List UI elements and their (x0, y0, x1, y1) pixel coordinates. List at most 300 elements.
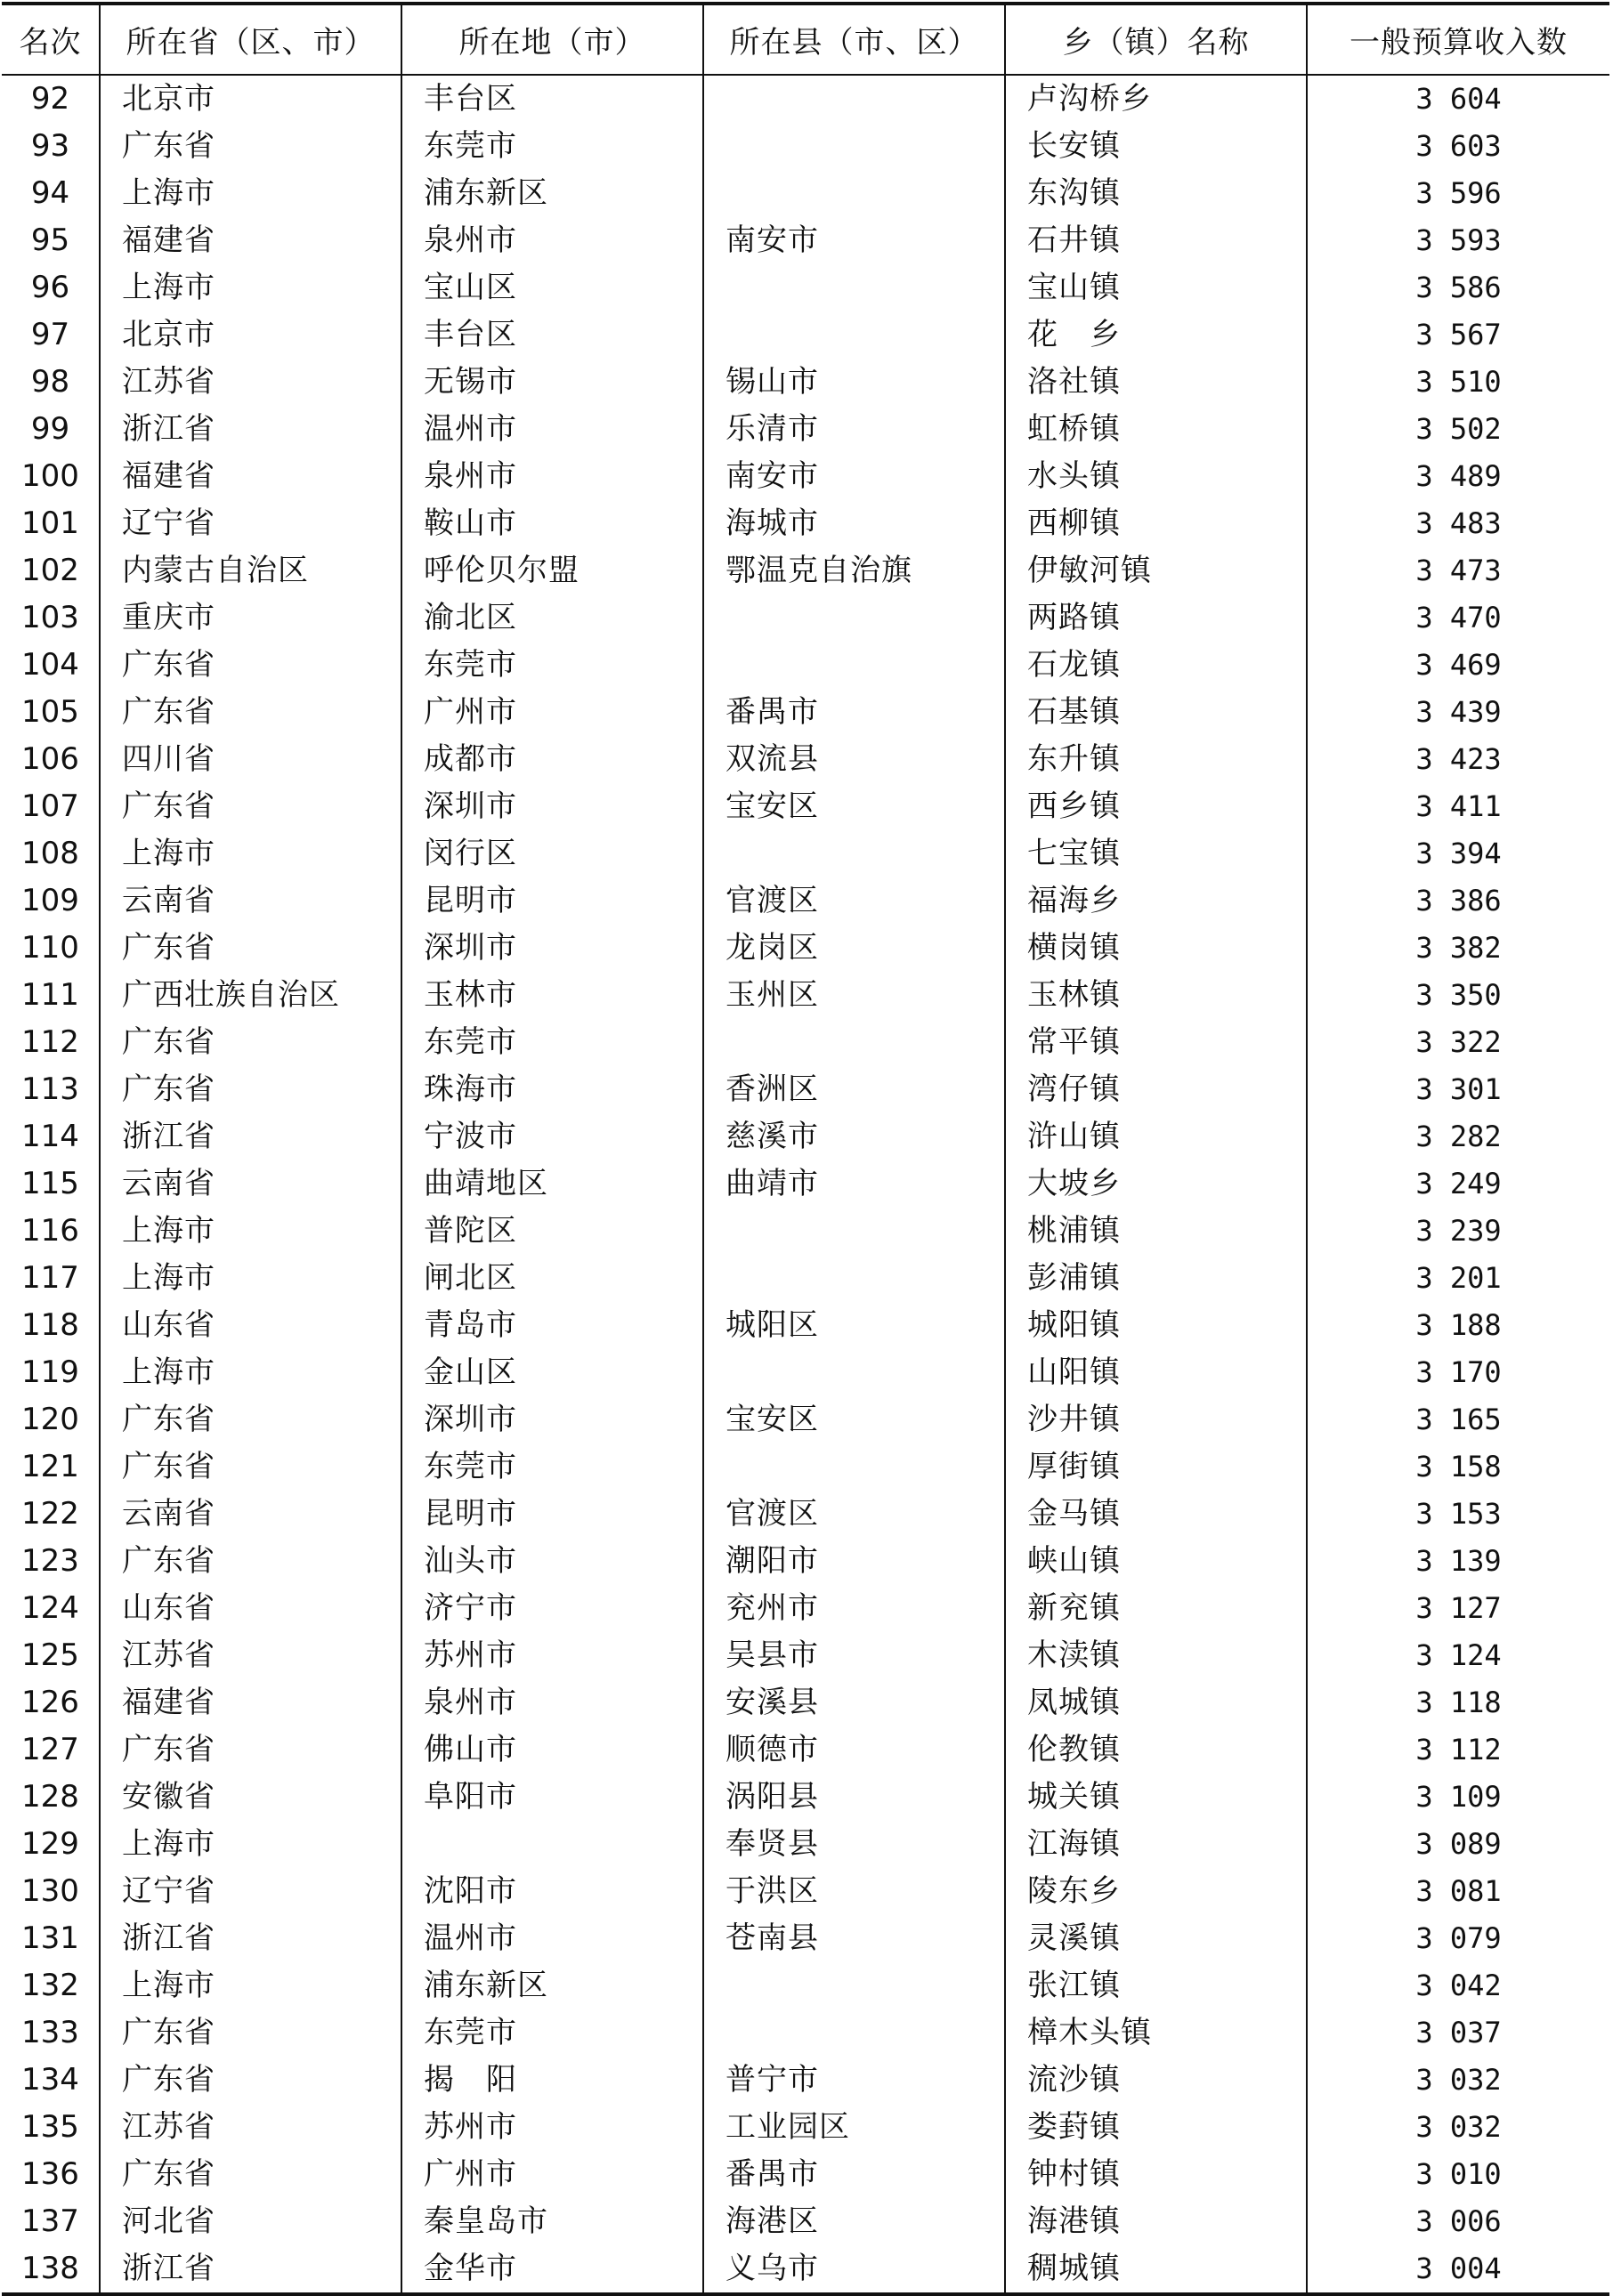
revenue-cell: 3 165 (1307, 1396, 1609, 1443)
rank-cell: 126 (21, 1685, 79, 1720)
township-cell: 峡山镇 (1005, 1538, 1307, 1585)
prefecture-cell: 温州市 (401, 406, 703, 453)
rank-cell: 93 (30, 128, 70, 164)
county-cell: 宝安区 (703, 783, 1005, 830)
revenue-cell: 3 010 (1307, 2151, 1609, 2198)
township-cell: 两路镇 (1005, 594, 1307, 642)
revenue-cell: 3 239 (1307, 1208, 1609, 1255)
prefecture-cell: 东莞市 (401, 1019, 703, 1066)
province-cell: 山东省 (100, 1302, 401, 1349)
rank-cell: 129 (21, 1826, 79, 1862)
township-cell: 陵东乡 (1005, 1868, 1307, 1915)
rank-cell: 96 (30, 270, 70, 305)
revenue-cell: 3 469 (1307, 642, 1609, 689)
province-cell: 上海市 (100, 1821, 401, 1868)
township-cell: 彭浦镇 (1005, 1255, 1307, 1302)
rank-cell: 121 (21, 1449, 79, 1484)
prefecture-cell: 广州市 (401, 2151, 703, 2198)
township-cell: 卢沟桥乡 (1005, 75, 1307, 123)
township-cell: 水头镇 (1005, 453, 1307, 500)
county-cell: 顺德市 (703, 1726, 1005, 1774)
county-cell: 双流县 (703, 736, 1005, 783)
county-cell: 潮阳市 (703, 1538, 1005, 1585)
prefecture-cell: 济宁市 (401, 1585, 703, 1632)
table-row (2, 1632, 1609, 1679)
county-cell: 海城市 (703, 500, 1005, 547)
township-cell: 钟村镇 (1005, 2151, 1307, 2198)
revenue-cell: 3 489 (1307, 453, 1609, 500)
table-row (2, 264, 1609, 311)
prefecture-cell: 秦皇岛市 (401, 2198, 703, 2245)
revenue-cell: 3 006 (1307, 2198, 1609, 2245)
revenue-cell: 3 124 (1307, 1632, 1609, 1679)
prefecture-cell: 浦东新区 (401, 170, 703, 217)
revenue-cell: 3 596 (1307, 170, 1609, 217)
rank-cell: 102 (21, 553, 79, 588)
rank-cell: 134 (21, 2062, 79, 2098)
table-row (2, 2104, 1609, 2151)
rank-cell: 107 (21, 788, 79, 824)
county-cell: 乐清市 (703, 406, 1005, 453)
table-row (2, 1396, 1609, 1443)
county-cell: 工业园区 (703, 2104, 1005, 2151)
province-cell: 广东省 (100, 1066, 401, 1113)
revenue-cell: 3 032 (1307, 2104, 1609, 2151)
township-cell: 樟木头镇 (1005, 2009, 1307, 2057)
county-cell: 兖州市 (703, 1585, 1005, 1632)
county-cell (703, 830, 1005, 877)
revenue-cell: 3 153 (1307, 1491, 1609, 1538)
prefecture-cell: 汕头市 (401, 1538, 703, 1585)
prefecture-cell: 金山区 (401, 1349, 703, 1396)
revenue-cell: 3 439 (1307, 689, 1609, 736)
township-cell: 金马镇 (1005, 1491, 1307, 1538)
table-row (2, 547, 1609, 594)
revenue-cell: 3 350 (1307, 972, 1609, 1019)
rank-cell: 122 (21, 1496, 79, 1532)
table-row (2, 170, 1609, 217)
province-cell: 广东省 (100, 642, 401, 689)
table-row (2, 1868, 1609, 1915)
header-county: 所在县（市、区） (703, 4, 1005, 75)
prefecture-cell: 昆明市 (401, 1491, 703, 1538)
township-cell: 湾仔镇 (1005, 1066, 1307, 1113)
county-cell: 于洪区 (703, 1868, 1005, 1915)
province-cell: 云南省 (100, 1160, 401, 1208)
table-row (2, 1113, 1609, 1160)
township-cell: 常平镇 (1005, 1019, 1307, 1066)
table-row (2, 1302, 1609, 1349)
prefecture-cell: 珠海市 (401, 1066, 703, 1113)
revenue-cell: 3 473 (1307, 547, 1609, 594)
revenue-cell: 3 282 (1307, 1113, 1609, 1160)
prefecture-cell: 苏州市 (401, 1632, 703, 1679)
table-row (2, 783, 1609, 830)
prefecture-cell: 泉州市 (401, 453, 703, 500)
revenue-cell: 3 112 (1307, 1726, 1609, 1774)
rank-cell: 108 (21, 836, 79, 871)
township-cell: 山阳镇 (1005, 1349, 1307, 1396)
county-cell: 安溪县 (703, 1679, 1005, 1726)
township-cell: 伊敏河镇 (1005, 547, 1307, 594)
province-cell: 浙江省 (100, 1915, 401, 1962)
province-cell: 浙江省 (100, 406, 401, 453)
rank-cell: 115 (21, 1166, 79, 1201)
revenue-cell: 3 586 (1307, 264, 1609, 311)
revenue-cell: 3 483 (1307, 500, 1609, 547)
province-cell: 辽宁省 (100, 1868, 401, 1915)
prefecture-cell: 温州市 (401, 1915, 703, 1962)
township-cell: 凤城镇 (1005, 1679, 1307, 1726)
revenue-cell: 3 139 (1307, 1538, 1609, 1585)
table-row (2, 1915, 1609, 1962)
county-cell: 海港区 (703, 2198, 1005, 2245)
county-cell (703, 1349, 1005, 1396)
prefecture-cell: 渝北区 (401, 594, 703, 642)
prefecture-cell: 东莞市 (401, 642, 703, 689)
prefecture-cell (401, 1821, 703, 1868)
county-cell: 义乌市 (703, 2245, 1005, 2294)
county-cell (703, 1962, 1005, 2009)
province-cell: 上海市 (100, 1349, 401, 1396)
table-row (2, 2245, 1609, 2294)
province-cell: 广东省 (100, 2009, 401, 2057)
rank-cell: 138 (2, 2245, 100, 2294)
rank-cell: 116 (21, 1213, 79, 1249)
header-revenue: 一般预算收入数 (1307, 4, 1609, 75)
township-cell: 城阳镇 (1005, 1302, 1307, 1349)
revenue-cell: 3 118 (1307, 1679, 1609, 1726)
rank-cell: 132 (21, 1968, 79, 2003)
province-cell: 广东省 (100, 689, 401, 736)
township-cell: 东升镇 (1005, 736, 1307, 783)
county-cell (703, 594, 1005, 642)
table-row (2, 1208, 1609, 1255)
rank-cell: 128 (21, 1779, 79, 1815)
township-cell: 城关镇 (1005, 1774, 1307, 1821)
province-cell: 山东省 (100, 1585, 401, 1632)
revenue-cell: 3 593 (1307, 217, 1609, 264)
prefecture-cell: 东莞市 (401, 2009, 703, 2057)
county-cell (703, 170, 1005, 217)
rank-cell: 117 (21, 1260, 79, 1296)
table-row (2, 642, 1609, 689)
province-cell: 江苏省 (100, 359, 401, 406)
rank-cell: 104 (21, 647, 79, 683)
table-row (2, 123, 1609, 170)
rank-cell: 130 (21, 1873, 79, 1909)
province-cell: 广东省 (100, 1538, 401, 1585)
table-row (2, 2057, 1609, 2104)
township-cell: 石龙镇 (1005, 642, 1307, 689)
header-prefecture: 所在地（市） (401, 4, 703, 75)
province-cell: 上海市 (100, 1255, 401, 1302)
county-cell: 龙岗区 (703, 925, 1005, 972)
province-cell: 福建省 (100, 217, 401, 264)
revenue-cell: 3 037 (1307, 2009, 1609, 2057)
province-cell: 上海市 (100, 170, 401, 217)
township-cell: 稠城镇 (1005, 2245, 1307, 2294)
province-cell: 上海市 (100, 1962, 401, 2009)
township-cell: 木渎镇 (1005, 1632, 1307, 1679)
revenue-cell: 3 394 (1307, 830, 1609, 877)
rank-cell: 95 (30, 222, 70, 258)
rank-cell: 103 (21, 600, 79, 635)
table-row (2, 359, 1609, 406)
county-cell (703, 2009, 1005, 2057)
prefecture-cell: 金华市 (401, 2245, 703, 2294)
county-cell: 玉州区 (703, 972, 1005, 1019)
province-cell: 江苏省 (100, 2104, 401, 2151)
table-row (2, 217, 1609, 264)
table-row (2, 1585, 1609, 1632)
province-cell: 上海市 (100, 830, 401, 877)
revenue-cell: 3 004 (1307, 2245, 1609, 2294)
rank-cell: 101 (21, 505, 79, 541)
rank-cell: 113 (21, 1071, 79, 1107)
township-cell: 花 乡 (1005, 311, 1307, 359)
table-row (2, 2151, 1609, 2198)
revenue-cell: 3 127 (1307, 1585, 1609, 1632)
table-row (2, 311, 1609, 359)
rank-cell: 137 (21, 2203, 79, 2239)
township-cell: 宝山镇 (1005, 264, 1307, 311)
prefecture-cell: 成都市 (401, 736, 703, 783)
revenue-cell: 3 604 (1307, 75, 1609, 123)
township-cell: 石井镇 (1005, 217, 1307, 264)
header-province: 所在省（区、市） (100, 4, 401, 75)
township-cell: 浒山镇 (1005, 1113, 1307, 1160)
table-row (2, 1066, 1609, 1113)
county-cell: 宝安区 (703, 1396, 1005, 1443)
rank-cell: 106 (21, 741, 79, 777)
revenue-cell: 3 081 (1307, 1868, 1609, 1915)
table-row (2, 2198, 1609, 2245)
revenue-cell: 3 502 (1307, 406, 1609, 453)
rank-cell: 118 (21, 1307, 79, 1343)
revenue-cell: 3 386 (1307, 877, 1609, 925)
revenue-cell: 3 423 (1307, 736, 1609, 783)
province-cell: 河北省 (100, 2198, 401, 2245)
prefecture-cell: 深圳市 (401, 783, 703, 830)
table-body (2, 75, 1609, 2294)
province-cell: 广东省 (100, 783, 401, 830)
table-row (2, 925, 1609, 972)
rank-cell: 127 (21, 1732, 79, 1767)
township-cell: 新兖镇 (1005, 1585, 1307, 1632)
revenue-cell: 3 032 (1307, 2057, 1609, 2104)
revenue-ranking-table (2, 2, 1609, 2296)
table-row (2, 1443, 1609, 1491)
revenue-cell: 3 188 (1307, 1302, 1609, 1349)
revenue-cell: 3 470 (1307, 594, 1609, 642)
prefecture-cell: 宝山区 (401, 264, 703, 311)
county-cell: 吴县市 (703, 1632, 1005, 1679)
table-row (2, 500, 1609, 547)
township-cell: 石基镇 (1005, 689, 1307, 736)
county-cell (703, 1443, 1005, 1491)
prefecture-cell: 泉州市 (401, 1679, 703, 1726)
prefecture-cell: 沈阳市 (401, 1868, 703, 1915)
revenue-cell: 3 603 (1307, 123, 1609, 170)
prefecture-cell: 无锡市 (401, 359, 703, 406)
table-row (2, 406, 1609, 453)
province-cell: 江苏省 (100, 1632, 401, 1679)
revenue-cell: 3 382 (1307, 925, 1609, 972)
province-cell: 北京市 (100, 75, 401, 123)
province-cell: 广东省 (100, 2057, 401, 2104)
table-row (2, 2009, 1609, 2057)
header-township: 乡（镇）名称 (1005, 4, 1307, 75)
revenue-cell: 3 042 (1307, 1962, 1609, 2009)
prefecture-cell: 东莞市 (401, 123, 703, 170)
township-cell: 桃浦镇 (1005, 1208, 1307, 1255)
province-cell: 广东省 (100, 1443, 401, 1491)
rank-cell: 99 (30, 411, 70, 447)
prefecture-cell: 泉州市 (401, 217, 703, 264)
table-row (2, 1349, 1609, 1396)
township-cell: 灵溪镇 (1005, 1915, 1307, 1962)
table-row (2, 1491, 1609, 1538)
prefecture-cell: 浦东新区 (401, 1962, 703, 2009)
county-cell (703, 642, 1005, 689)
province-cell: 广西壮族自治区 (100, 972, 401, 1019)
revenue-cell: 3 510 (1307, 359, 1609, 406)
prefecture-cell: 深圳市 (401, 1396, 703, 1443)
township-cell: 虹桥镇 (1005, 406, 1307, 453)
table-row (2, 1726, 1609, 1774)
province-cell: 广东省 (100, 1019, 401, 1066)
header-rank: 名次 (2, 4, 100, 75)
county-cell (703, 1019, 1005, 1066)
table-row (2, 1679, 1609, 1726)
rank-cell: 100 (21, 458, 79, 494)
rank-cell: 135 (21, 2109, 79, 2145)
county-cell: 番禺市 (703, 2151, 1005, 2198)
township-cell: 玉林镇 (1005, 972, 1307, 1019)
county-cell (703, 75, 1005, 123)
table-row (2, 1019, 1609, 1066)
prefecture-cell: 闵行区 (401, 830, 703, 877)
table-row (2, 1774, 1609, 1821)
table-row (2, 736, 1609, 783)
township-cell: 横岗镇 (1005, 925, 1307, 972)
county-cell: 锡山市 (703, 359, 1005, 406)
township-cell: 福海乡 (1005, 877, 1307, 925)
rank-cell: 111 (21, 977, 79, 1013)
province-cell: 广东省 (100, 925, 401, 972)
table-row (2, 453, 1609, 500)
township-cell: 长安镇 (1005, 123, 1307, 170)
province-cell: 广东省 (100, 1396, 401, 1443)
county-cell: 慈溪市 (703, 1113, 1005, 1160)
county-cell: 苍南县 (703, 1915, 1005, 1962)
prefecture-cell: 东莞市 (401, 1443, 703, 1491)
province-cell: 浙江省 (100, 2245, 401, 2294)
table-row (2, 1821, 1609, 1868)
prefecture-cell: 昆明市 (401, 877, 703, 925)
prefecture-cell: 曲靖地区 (401, 1160, 703, 1208)
revenue-cell: 3 301 (1307, 1066, 1609, 1113)
township-cell: 大坡乡 (1005, 1160, 1307, 1208)
rank-cell: 114 (21, 1119, 79, 1154)
township-cell: 伦教镇 (1005, 1726, 1307, 1774)
township-cell: 洛社镇 (1005, 359, 1307, 406)
prefecture-cell: 闸北区 (401, 1255, 703, 1302)
prefecture-cell: 阜阳市 (401, 1774, 703, 1821)
rank-cell: 131 (21, 1920, 79, 1956)
county-cell (703, 1208, 1005, 1255)
prefecture-cell: 宁波市 (401, 1113, 703, 1160)
prefecture-cell: 玉林市 (401, 972, 703, 1019)
county-cell: 官渡区 (703, 1491, 1005, 1538)
table-row (2, 689, 1609, 736)
county-cell: 普宁市 (703, 2057, 1005, 2104)
rank-cell: 110 (21, 930, 79, 966)
township-cell: 西乡镇 (1005, 783, 1307, 830)
county-cell: 番禺市 (703, 689, 1005, 736)
revenue-cell: 3 322 (1307, 1019, 1609, 1066)
county-cell (703, 264, 1005, 311)
table-header-row (2, 4, 1609, 75)
table-row (2, 972, 1609, 1019)
province-cell: 广东省 (100, 123, 401, 170)
township-cell: 娄葑镇 (1005, 2104, 1307, 2151)
county-cell: 城阳区 (703, 1302, 1005, 1349)
table-row (2, 877, 1609, 925)
province-cell: 上海市 (100, 264, 401, 311)
prefecture-cell: 青岛市 (401, 1302, 703, 1349)
table-row (2, 1160, 1609, 1208)
table-row (2, 594, 1609, 642)
township-cell: 东沟镇 (1005, 170, 1307, 217)
prefecture-cell: 广州市 (401, 689, 703, 736)
county-cell (703, 1255, 1005, 1302)
township-cell: 七宝镇 (1005, 830, 1307, 877)
province-cell: 重庆市 (100, 594, 401, 642)
county-cell: 奉贤县 (703, 1821, 1005, 1868)
province-cell: 云南省 (100, 1491, 401, 1538)
province-cell: 北京市 (100, 311, 401, 359)
revenue-cell: 3 109 (1307, 1774, 1609, 1821)
province-cell: 四川省 (100, 736, 401, 783)
rank-cell: 94 (30, 175, 70, 211)
county-cell: 南安市 (703, 453, 1005, 500)
prefecture-cell: 丰台区 (401, 75, 703, 123)
table-row (2, 1962, 1609, 2009)
province-cell: 内蒙古自治区 (100, 547, 401, 594)
province-cell: 辽宁省 (100, 500, 401, 547)
township-cell: 厚街镇 (1005, 1443, 1307, 1491)
prefecture-cell: 佛山市 (401, 1726, 703, 1774)
prefecture-cell: 苏州市 (401, 2104, 703, 2151)
township-cell: 西柳镇 (1005, 500, 1307, 547)
county-cell: 官渡区 (703, 877, 1005, 925)
rank-cell: 119 (21, 1354, 79, 1390)
province-cell: 广东省 (100, 1726, 401, 1774)
rank-cell: 98 (30, 364, 70, 400)
table-row (2, 75, 1609, 123)
rank-cell: 105 (21, 694, 79, 730)
rank-cell: 120 (21, 1402, 79, 1437)
rank-cell: 136 (21, 2156, 79, 2192)
province-cell: 上海市 (100, 1208, 401, 1255)
rank-cell: 109 (21, 883, 79, 918)
township-cell: 张江镇 (1005, 1962, 1307, 2009)
revenue-cell: 3 089 (1307, 1821, 1609, 1868)
township-cell: 海港镇 (1005, 2198, 1307, 2245)
prefecture-cell: 深圳市 (401, 925, 703, 972)
